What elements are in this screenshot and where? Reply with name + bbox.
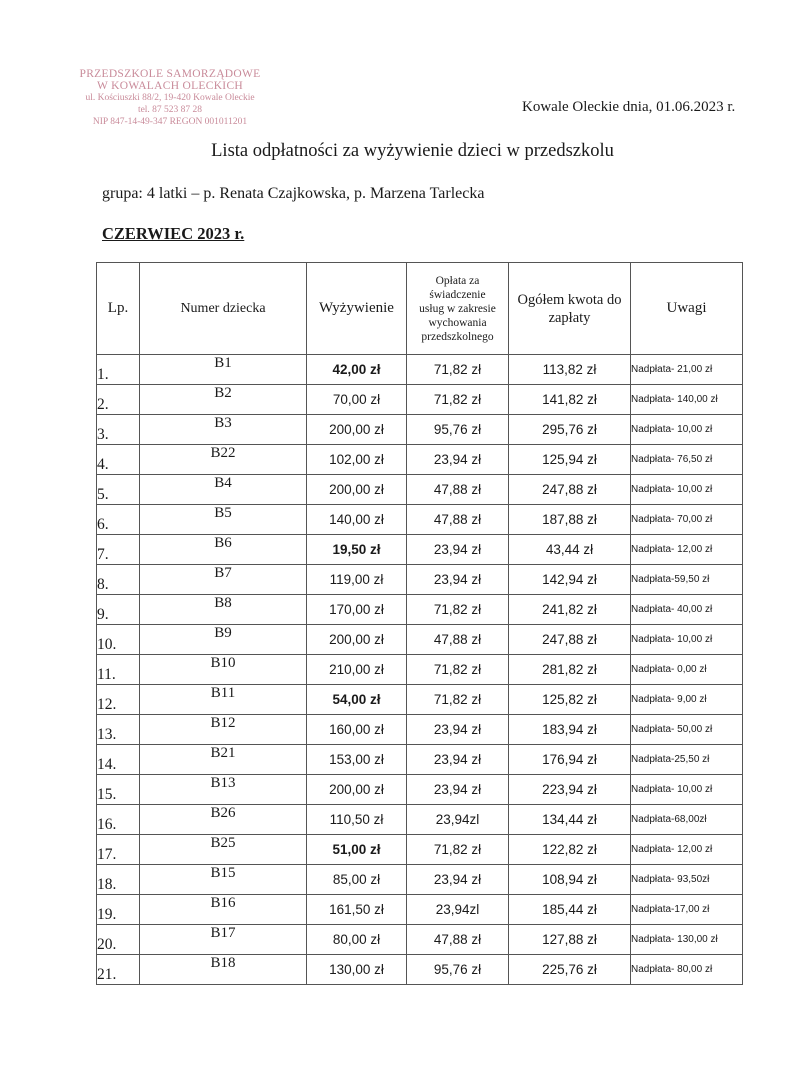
cell-lp: 16. [97, 805, 140, 835]
cell-child-number: B6 [140, 535, 307, 565]
cell-fee-amount: 23,94 zł [407, 535, 509, 565]
fees-table [96, 262, 743, 985]
cell-child-number: B4 [140, 475, 307, 505]
cell-fee-amount: 71,82 zł [407, 385, 509, 415]
cell-note: Nadpłata-25,50 zł [631, 745, 743, 775]
cell-note: Nadpłata- 10,00 zł [631, 775, 743, 805]
header-fee-line: przedszkolnego [421, 330, 494, 343]
cell-lp: 11. [97, 655, 140, 685]
cell-food-amount: 19,50 zł [307, 535, 407, 565]
cell-lp: 20. [97, 925, 140, 955]
table-row [97, 355, 743, 385]
header-fee-line: usług w zakresie [419, 302, 496, 315]
cell-fee-amount: 23,94 zł [407, 565, 509, 595]
cell-total-amount: 241,82 zł [509, 595, 631, 625]
table-row [97, 535, 743, 565]
cell-food-amount: 200,00 zł [307, 775, 407, 805]
cell-total-amount: 113,82 zł [509, 355, 631, 385]
cell-lp: 10. [97, 625, 140, 655]
cell-note: Nadpłata- 12,00 zł [631, 835, 743, 865]
header-fee-line: wychowania [428, 316, 487, 329]
header-fee-line: świadczenie [429, 288, 486, 301]
cell-child-number: B2 [140, 385, 307, 415]
cell-note: Nadpłata- 10,00 zł [631, 475, 743, 505]
cell-fee-amount: 47,88 zł [407, 625, 509, 655]
cell-lp: 6. [97, 505, 140, 535]
table-row [97, 415, 743, 445]
cell-child-number: B8 [140, 595, 307, 625]
cell-food-amount: 80,00 zł [307, 925, 407, 955]
cell-note: Nadpłata- 21,00 zł [631, 355, 743, 385]
stamp-line-1: PRZEDSZKOLE SAMORZĄDOWE [79, 68, 261, 80]
table-row [97, 745, 743, 775]
header-lp: Lp. [97, 263, 140, 355]
header-total [509, 263, 631, 355]
cell-lp: 9. [97, 595, 140, 625]
cell-total-amount: 223,94 zł [509, 775, 631, 805]
school-stamp [70, 68, 270, 128]
cell-lp: 19. [97, 895, 140, 925]
cell-fee-amount: 23,94zl [407, 805, 509, 835]
cell-total-amount: 122,82 zł [509, 835, 631, 865]
cell-total-amount: 43,44 zł [509, 535, 631, 565]
cell-fee-amount: 71,82 zł [407, 355, 509, 385]
month-heading: CZERWIEC 2023 r. [102, 224, 245, 243]
cell-fee-amount: 23,94zl [407, 895, 509, 925]
cell-note: Nadpłata- 10,00 zł [631, 415, 743, 445]
cell-lp: 8. [97, 565, 140, 595]
cell-note: Nadpłata-59,50 zł [631, 565, 743, 595]
cell-child-number: B10 [140, 655, 307, 685]
stamp-phone: tel. 87 523 87 28 [137, 105, 203, 115]
table-row [97, 865, 743, 895]
table-row [97, 715, 743, 745]
cell-food-amount: 102,00 zł [307, 445, 407, 475]
cell-total-amount: 183,94 zł [509, 715, 631, 745]
cell-note: Nadpłata- 93,50zł [631, 865, 743, 895]
cell-note: Nadpłata- 50,00 zł [631, 715, 743, 745]
cell-child-number: B18 [140, 955, 307, 985]
table-row [97, 775, 743, 805]
table-row [97, 835, 743, 865]
group-line: grupa: 4 latki – p. Renata Czajkowska, p. Marzena Tarlecka [102, 185, 485, 202]
cell-child-number: B1 [140, 355, 307, 385]
cell-total-amount: 142,94 zł [509, 565, 631, 595]
cell-total-amount: 281,82 zł [509, 655, 631, 685]
table-row [97, 565, 743, 595]
cell-lp: 18. [97, 865, 140, 895]
cell-food-amount: 200,00 zł [307, 625, 407, 655]
table-row [97, 925, 743, 955]
cell-fee-amount: 23,94 zł [407, 445, 509, 475]
cell-note: Nadpłata- 40,00 zł [631, 595, 743, 625]
cell-fee-amount: 23,94 zł [407, 775, 509, 805]
cell-child-number: B16 [140, 895, 307, 925]
cell-total-amount: 134,44 zł [509, 805, 631, 835]
cell-child-number: B13 [140, 775, 307, 805]
document-date: Kowale Oleckie dnia, 01.06.2023 r. [522, 99, 736, 115]
cell-lp: 12. [97, 685, 140, 715]
cell-child-number: B21 [140, 745, 307, 775]
stamp-nip-regon: NIP 847-14-49-347 REGON 001011201 [92, 117, 248, 127]
table-row [97, 505, 743, 535]
table-row [97, 445, 743, 475]
table-row [97, 475, 743, 505]
cell-fee-amount: 95,76 zł [407, 955, 509, 985]
cell-child-number: B26 [140, 805, 307, 835]
cell-fee-amount: 71,82 zł [407, 595, 509, 625]
cell-fee-amount: 47,88 zł [407, 505, 509, 535]
cell-fee-amount: 71,82 zł [407, 655, 509, 685]
header-number: Numer dziecka [140, 263, 307, 355]
cell-total-amount: 247,88 zł [509, 625, 631, 655]
cell-food-amount: 170,00 zł [307, 595, 407, 625]
cell-lp: 4. [97, 445, 140, 475]
cell-total-amount: 125,94 zł [509, 445, 631, 475]
cell-food-amount: 70,00 zł [307, 385, 407, 415]
table-row [97, 955, 743, 985]
cell-fee-amount: 71,82 zł [407, 685, 509, 715]
header-fee [407, 263, 509, 355]
cell-food-amount: 42,00 zł [307, 355, 407, 385]
cell-fee-amount: 23,94 zł [407, 715, 509, 745]
cell-note: Nadpłata- 70,00 zł [631, 505, 743, 535]
cell-child-number: B25 [140, 835, 307, 865]
cell-total-amount: 295,76 zł [509, 415, 631, 445]
cell-food-amount: 200,00 zł [307, 415, 407, 445]
header-total-line: zapłaty [548, 309, 591, 326]
cell-food-amount: 85,00 zł [307, 865, 407, 895]
cell-food-amount: 153,00 zł [307, 745, 407, 775]
table-header-row [97, 263, 743, 355]
cell-lp: 21. [97, 955, 140, 985]
cell-fee-amount: 23,94 zł [407, 745, 509, 775]
cell-food-amount: 160,00 zł [307, 715, 407, 745]
table-row [97, 385, 743, 415]
cell-note: Nadpłata- 12,00 zł [631, 535, 743, 565]
document-title: Lista odpłatności za wyżywienie dzieci w przedszkolu [211, 141, 614, 161]
table-row [97, 655, 743, 685]
cell-total-amount: 176,94 zł [509, 745, 631, 775]
cell-lp: 5. [97, 475, 140, 505]
cell-lp: 1. [97, 355, 140, 385]
cell-lp: 2. [97, 385, 140, 415]
cell-total-amount: 185,44 zł [509, 895, 631, 925]
cell-food-amount: 110,50 zł [307, 805, 407, 835]
cell-lp: 15. [97, 775, 140, 805]
cell-child-number: B17 [140, 925, 307, 955]
header-notes: Uwagi [631, 263, 743, 355]
cell-note: Nadpłata-17,00 zł [631, 895, 743, 925]
cell-food-amount: 119,00 zł [307, 565, 407, 595]
cell-note: Nadpłata- 10,00 zł [631, 625, 743, 655]
cell-child-number: B9 [140, 625, 307, 655]
cell-note: Nadpłata- 0,00 zł [631, 655, 743, 685]
table-row [97, 895, 743, 925]
cell-total-amount: 247,88 zł [509, 475, 631, 505]
cell-child-number: B22 [140, 445, 307, 475]
cell-fee-amount: 71,82 zł [407, 835, 509, 865]
cell-child-number: B12 [140, 715, 307, 745]
cell-note: Nadpłata- 76,50 zł [631, 445, 743, 475]
header-food: Wyżywienie [307, 263, 407, 355]
cell-lp: 14. [97, 745, 140, 775]
cell-child-number: B3 [140, 415, 307, 445]
table-row [97, 595, 743, 625]
cell-fee-amount: 95,76 zł [407, 415, 509, 445]
cell-note: Nadpłata- 130,00 zł [631, 925, 743, 955]
cell-food-amount: 140,00 zł [307, 505, 407, 535]
cell-lp: 3. [97, 415, 140, 445]
table-row [97, 805, 743, 835]
cell-total-amount: 125,82 zł [509, 685, 631, 715]
cell-food-amount: 210,00 zł [307, 655, 407, 685]
cell-child-number: B5 [140, 505, 307, 535]
cell-note: Nadpłata- 140,00 zł [631, 385, 743, 415]
table-row [97, 685, 743, 715]
stamp-line-2: W KOWALACH OLECKICH [96, 80, 244, 92]
cell-lp: 13. [97, 715, 140, 745]
cell-note: Nadpłata- 9,00 zł [631, 685, 743, 715]
cell-lp: 7. [97, 535, 140, 565]
cell-food-amount: 54,00 zł [307, 685, 407, 715]
cell-child-number: B15 [140, 865, 307, 895]
cell-total-amount: 225,76 zł [509, 955, 631, 985]
cell-total-amount: 127,88 zł [509, 925, 631, 955]
cell-child-number: B7 [140, 565, 307, 595]
cell-food-amount: 51,00 zł [307, 835, 407, 865]
cell-food-amount: 161,50 zł [307, 895, 407, 925]
cell-fee-amount: 47,88 zł [407, 475, 509, 505]
cell-total-amount: 187,88 zł [509, 505, 631, 535]
cell-note: Nadpłata- 80,00 zł [631, 955, 743, 985]
cell-child-number: B11 [140, 685, 307, 715]
cell-lp: 17. [97, 835, 140, 865]
cell-fee-amount: 47,88 zł [407, 925, 509, 955]
cell-food-amount: 130,00 zł [307, 955, 407, 985]
cell-total-amount: 141,82 zł [509, 385, 631, 415]
header-fee-line: Opłata za [435, 274, 480, 287]
cell-total-amount: 108,94 zł [509, 865, 631, 895]
stamp-address: ul. Kościuszki 88/2, 19-420 Kowale Oleckie [85, 93, 255, 103]
table-row [97, 625, 743, 655]
cell-fee-amount: 23,94 zł [407, 865, 509, 895]
cell-note: Nadpłata-68,00zł [631, 805, 743, 835]
cell-food-amount: 200,00 zł [307, 475, 407, 505]
header-total-line: Ogółem kwota do [517, 291, 622, 308]
